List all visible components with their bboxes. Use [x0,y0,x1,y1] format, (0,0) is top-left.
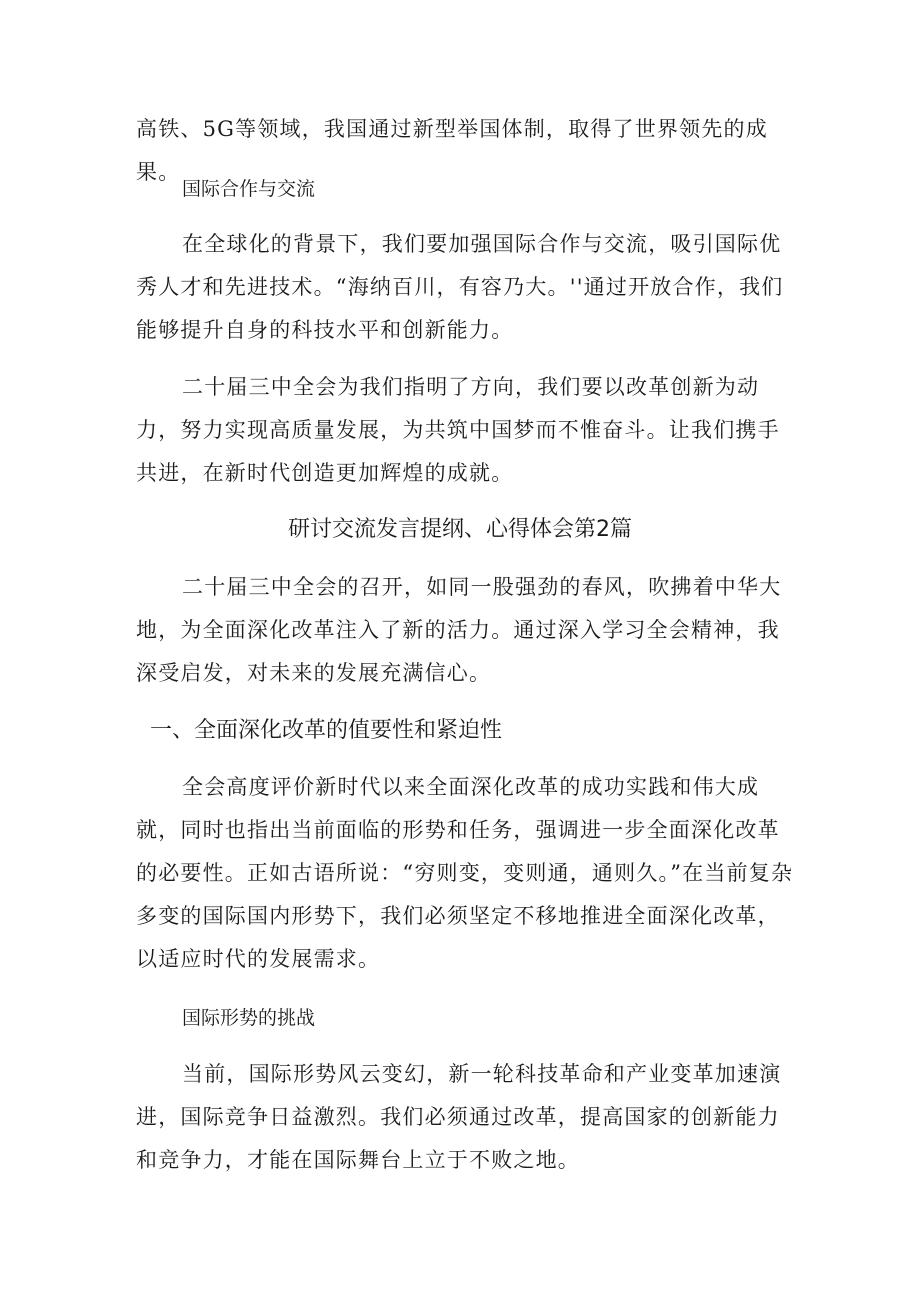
subheading-international-cooperation: 国际合作与交流 [182,178,316,200]
section-heading-1: 一、全面深化改革的值要性和紧迫性 [150,718,503,743]
article-title: 研讨交流发言提纲、心得体会第2篇 [288,517,632,542]
subheading-international-challenge: 国际形势的挑战 [182,1007,316,1029]
paragraph-necessity: 全会高度评价新时代以来全面深化改革的成功实践和伟大成就，同时也指出当前面临的形势和任务，强调进一步全面深化改革的必要性。正如古语所说：“穷则变，变则通，通则久。”在当前复杂多变的国际国内形势下，我们必须坚定不移地推进全面深化改革，以适应时代的发展需求。 [136,775,794,971]
paragraph-cooperation: 在全球化的背景下，我们要加强国际合作与交流，吸引国际优秀人才和先进技术。“海纳百川，有容乃大。''通过开放合作，我们能够提升自身的科技水平和创新能力。 [136,232,784,342]
paragraph-challenge: 当前，国际形势风云变幻，新一轮科技革命和产业变革加速演进，国际竞争日益激烈。我们必须通过改革，提高国家的创新能力和竞争力，才能在国际舞台上立于不败之地。 [136,1062,782,1172]
paragraph-intro: 二十届三中全会的召开，如同一股强劲的春风，吹拂着中华大地，为全面深化改革注入了新的活力。通过深入学习全会精神，我深受启发，对未来的发展充满信心。 [136,575,782,685]
paragraph-continuation: 高铁、5G等领域，我国通过新型举国体制，取得了世界领先的成果。 [136,117,768,184]
paragraph-direction: 二十届三中全会为我们指明了方向，我们要以改革创新为动力，努力实现高质量发展，为共筑中国梦而不惟奋斗。让我们携手共进，在新时代创造更加辉煌的成就。 [136,375,780,485]
